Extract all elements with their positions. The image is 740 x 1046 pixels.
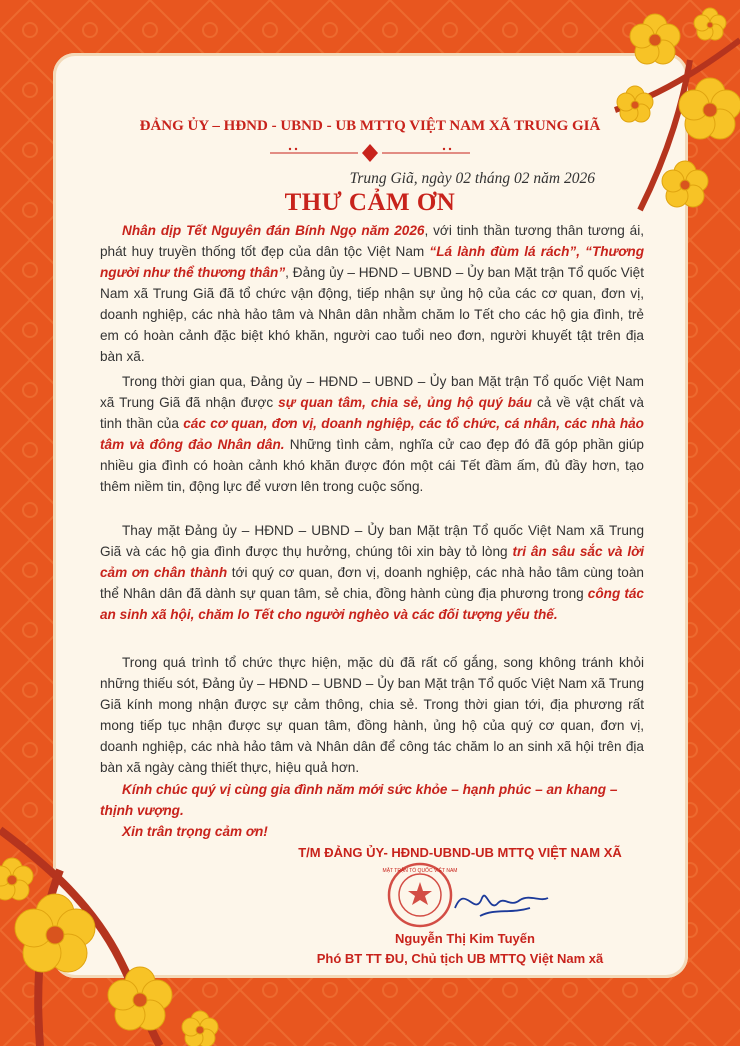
place-and-date: Trung Giã, ngày 02 tháng 02 năm 2026	[349, 170, 595, 187]
occasion-text: Nhân dịp Tết Nguyên đán Bính Ngọ năm 2026	[122, 223, 425, 238]
new-year-wish: Kính chúc quý vị cùng gia đình năm mới sức khỏe – hạnh phúc – an khang – thịnh vượng.	[100, 782, 618, 818]
thank-you-line: Xin trân trọng cảm ơn!	[122, 824, 268, 839]
text: Trong thời gian qua, Đảng ủy – HĐND – UBND – Ủy ban Mặt trận Tổ quốc Việt Nam xã Trung Giã đã nhận được	[100, 374, 644, 410]
handwritten-signature	[450, 878, 550, 924]
paragraph-1	[100, 220, 644, 367]
ornament-divider	[270, 144, 470, 162]
text: cả về vật chất và tinh thần của	[100, 395, 644, 431]
official-seal-stamp	[382, 862, 458, 928]
paragraph-2	[100, 371, 644, 497]
text: , với tinh thần tương thân tương ái, phát huy truyền thống tốt đẹp của dân tộc Việt Nam	[100, 223, 644, 259]
text: Thay mặt Đảng ủy – HĐND – UBND – Ủy ban Mặt trận Tổ quốc Việt Nam xã Trung Giã và các hộ gia đình được thụ hưởng, chúng tôi xin bày tỏ lòng	[100, 523, 644, 559]
signer-name: Nguyễn Thị Kim Tuyến	[395, 931, 535, 946]
letter-title: THƯ CẢM ƠN	[284, 189, 456, 216]
highlight-text: công tác an sinh xã hội, chăm lo Tết cho người nghèo và các đối tượng yếu thế.	[100, 586, 644, 622]
text: Những tình cảm, nghĩa cử cao đẹp đó đã góp phần giúp nhiều gia đình có hoàn cảnh khó khăn được đón một cái Tết đầm ấm, đủ đầy hơn, tạo thêm niềm tin, động lực để vươn lên trong cuộc sống.	[100, 437, 644, 494]
highlight-text: sự quan tâm, chia sẻ, ủng hộ quý báu	[278, 395, 532, 410]
text: Trong quá trình tổ chức thực hiện, mặc dù đã rất cố gắng, song không tránh khỏi những thiếu sót, Đảng ủy – HĐND – UBND – Ủy ban Mặt trận Tổ quốc Việt Nam xã Trung Giã kính mong nhận được sự cảm thông, chia sẻ. Trong thời gian tới, địa phương rất mong tiếp tục nhận được sự quan tâm, đồng hành, ủng hộ của quý cơ quan, đơn vị, doanh nghiệp, các nhà hảo tâm và Nhân dân để công tác chăm lo an sinh xã hội trên địa bàn xã ngày càng thiết thực, hiệu quả hơn.	[100, 655, 644, 775]
paragraph-3	[100, 520, 644, 625]
paragraph-4	[100, 652, 644, 778]
seal-text: MẶT TRẬN TỔ QUỐC VIỆT NAM	[382, 868, 458, 874]
issuing-organizations: ĐẢNG ỦY – HĐND - UBND - UB MTTQ VIỆT NAM XÃ TRUNG GIÃ	[139, 118, 601, 134]
proverb-text: “Lá lành đùm lá rách”, “Thương người như thể thương thân”	[100, 244, 644, 280]
signing-organization: T/M ĐẢNG ỦY- HĐND-UBND-UB MTTQ VIỆT NAM XÃ	[298, 845, 622, 860]
text: tới quý cơ quan, đơn vị, doanh nghiệp, các nhà hảo tâm cùng toàn thể Nhân dân đã dành sự quan tâm, sẻ chia, đồng hành cùng địa phương trong	[100, 565, 644, 601]
highlight-text: tri ân sâu sắc và lời cảm ơn chân thành	[100, 544, 644, 580]
text: , Đảng ủy – HĐND – UBND – Ủy ban Mặt trận Tổ quốc Việt Nam xã Trung Giã đã tổ chức vận động, tiếp nhận sự ủng hộ của các cơ quan, đơn vị, doanh nghiệp, các nhà hảo tâm và Nhân dân nhằm chăm lo Tết cho các hộ gia đình, trẻ em có hoàn cảnh đặc biệt khó khăn, người cao tuổi neo đơn, người khuyết tật trên địa bàn xã.	[100, 265, 644, 364]
closing-wishes	[100, 779, 644, 842]
signer-title: Phó BT TT ĐU, Chủ tịch UB MTTQ Việt Nam xã	[316, 951, 604, 966]
highlight-text: các cơ quan, đơn vị, doanh nghiệp, các tổ chức, cá nhân, các nhà hảo tâm và đông đảo Nhân dân.	[100, 416, 644, 452]
